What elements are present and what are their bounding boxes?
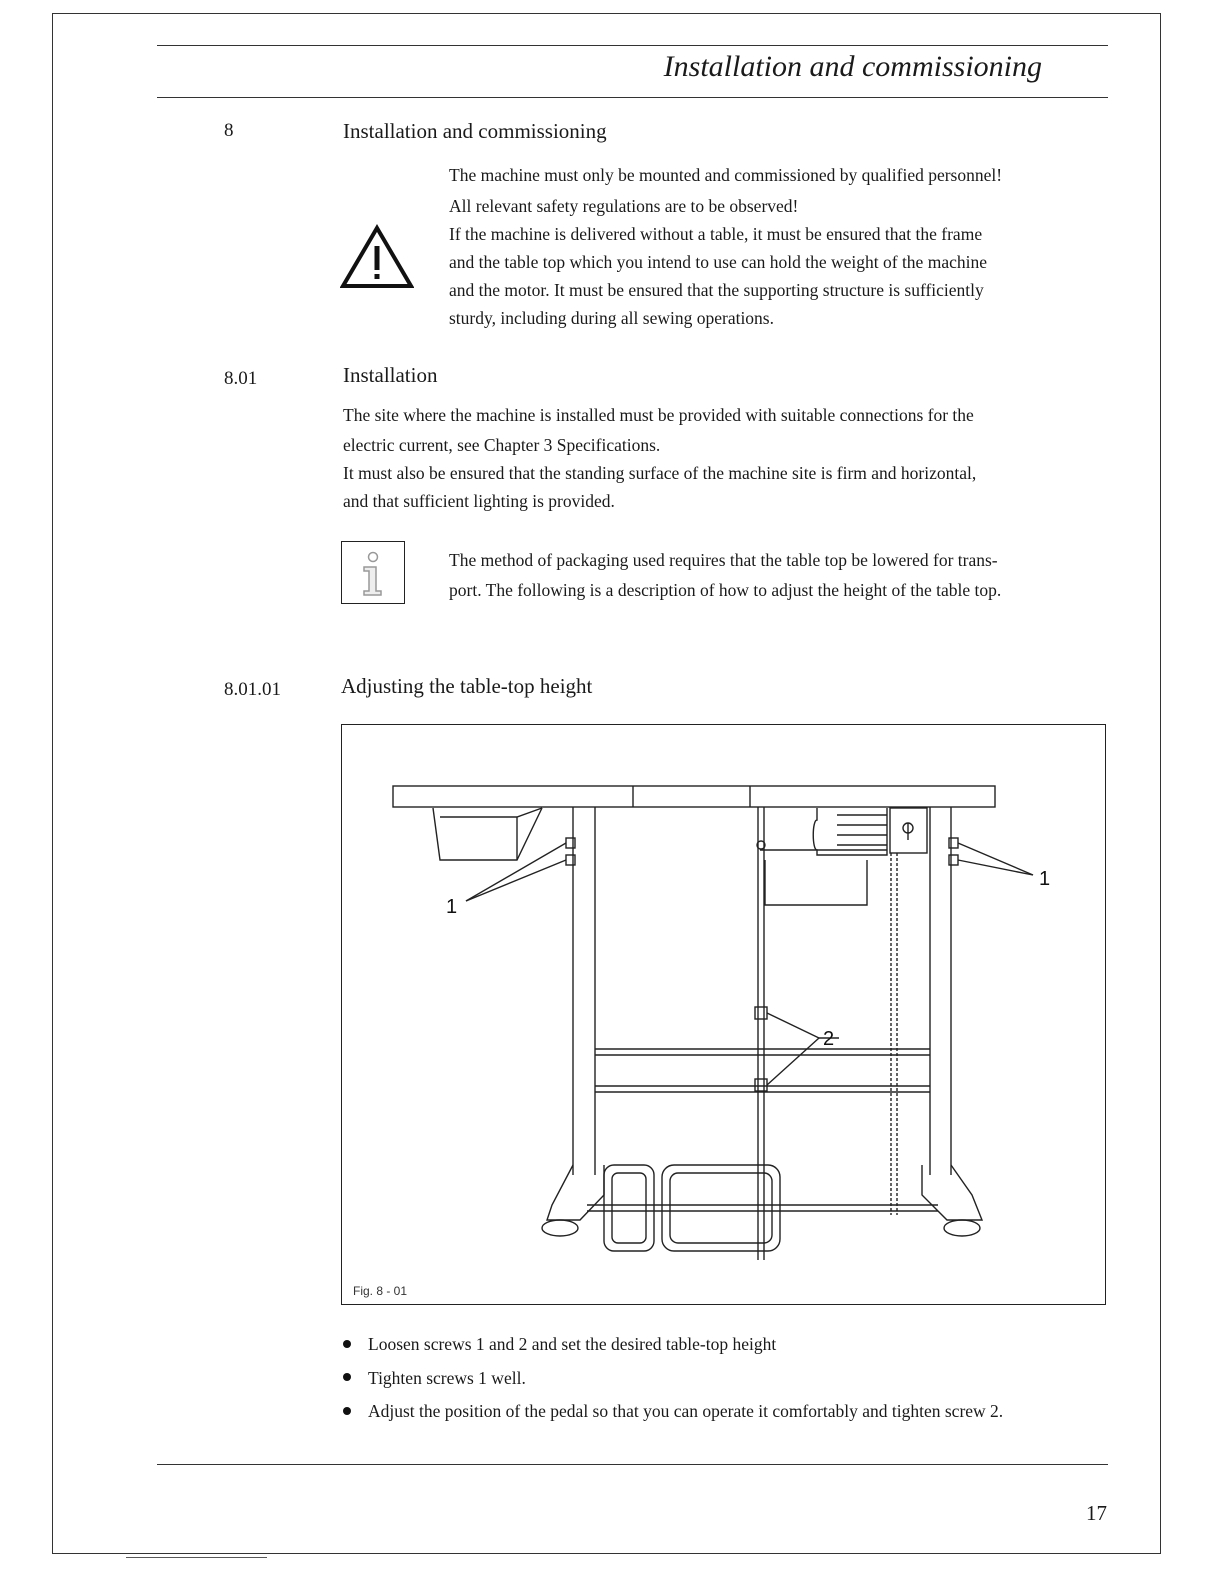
list-item	[343, 1330, 1003, 1364]
warning-line: The machine must only be mounted and commissioned by qualified personnel!	[449, 165, 1003, 185]
body-line: The site where the machine is installed must be provided with suitable connections for the	[343, 405, 974, 425]
footer-rule	[157, 1464, 1108, 1465]
header-top-rule	[157, 45, 1108, 46]
callout-screw-1-right: 1	[1039, 868, 1051, 890]
figure-caption: Fig. 8 - 01	[353, 1284, 408, 1298]
step-text: Tighten screws 1 well.	[368, 1367, 526, 1388]
bullet-dot-icon	[343, 1373, 351, 1381]
callout-screw-1-left: 1	[446, 896, 458, 918]
body-line: It must also be ensured that the standing surface of the machine site is firm and horizontal,	[343, 463, 977, 483]
warning-triangle-icon	[340, 224, 414, 290]
warning-line: All relevant safety regulations are to be observed!	[449, 196, 799, 216]
info-icon	[341, 541, 405, 604]
bullet-dot-icon	[343, 1340, 351, 1348]
figure-table-frame	[341, 724, 1106, 1305]
callout-screw-2: 2	[823, 1028, 835, 1050]
header-bottom-rule	[157, 97, 1108, 98]
warning-line: and the motor. It must be ensured that the supporting structure is sufficiently	[449, 280, 984, 300]
link-underline	[126, 1557, 267, 1558]
warning-line: and the table top which you intend to use can hold the weight of the machine	[449, 252, 987, 272]
section-8-number: 8	[224, 120, 234, 141]
section-8-title: Installation and commissioning	[343, 119, 607, 143]
warning-line: If the machine is delivered without a table, it must be ensured that the frame	[449, 224, 983, 244]
info-line: port. The following is a description of how to adjust the height of the table top.	[449, 580, 1002, 600]
step-text: Loosen screws 1 and 2 and set the desired table-top height	[368, 1334, 777, 1354]
section-8-01-number: 8.01	[224, 368, 258, 389]
bullet-dot-icon	[343, 1407, 351, 1415]
running-title: Installation and commissioning	[663, 50, 1042, 83]
section-8-01-01-title: Adjusting the table-top height	[341, 674, 593, 698]
list-item	[343, 1364, 1003, 1398]
section-8-01-title: Installation	[343, 363, 438, 387]
section-8-01-01-number: 8.01.01	[224, 679, 281, 700]
body-line: electric current, see Chapter 3 Specifications.	[343, 435, 661, 455]
body-line: and that sufficient lighting is provided.	[343, 491, 615, 511]
table-stand-drawing	[342, 725, 1105, 1304]
list-item	[343, 1397, 1003, 1431]
warning-line: sturdy, including during all sewing operations.	[449, 308, 774, 328]
info-line: The method of packaging used requires that the table top be lowered for trans-	[449, 550, 998, 570]
page-number: 17	[1086, 1501, 1107, 1525]
step-text: Adjust the position of the pedal so that you can operate it comfortably and tighten screw 2.	[368, 1401, 1004, 1421]
steps-list	[343, 1330, 1003, 1431]
